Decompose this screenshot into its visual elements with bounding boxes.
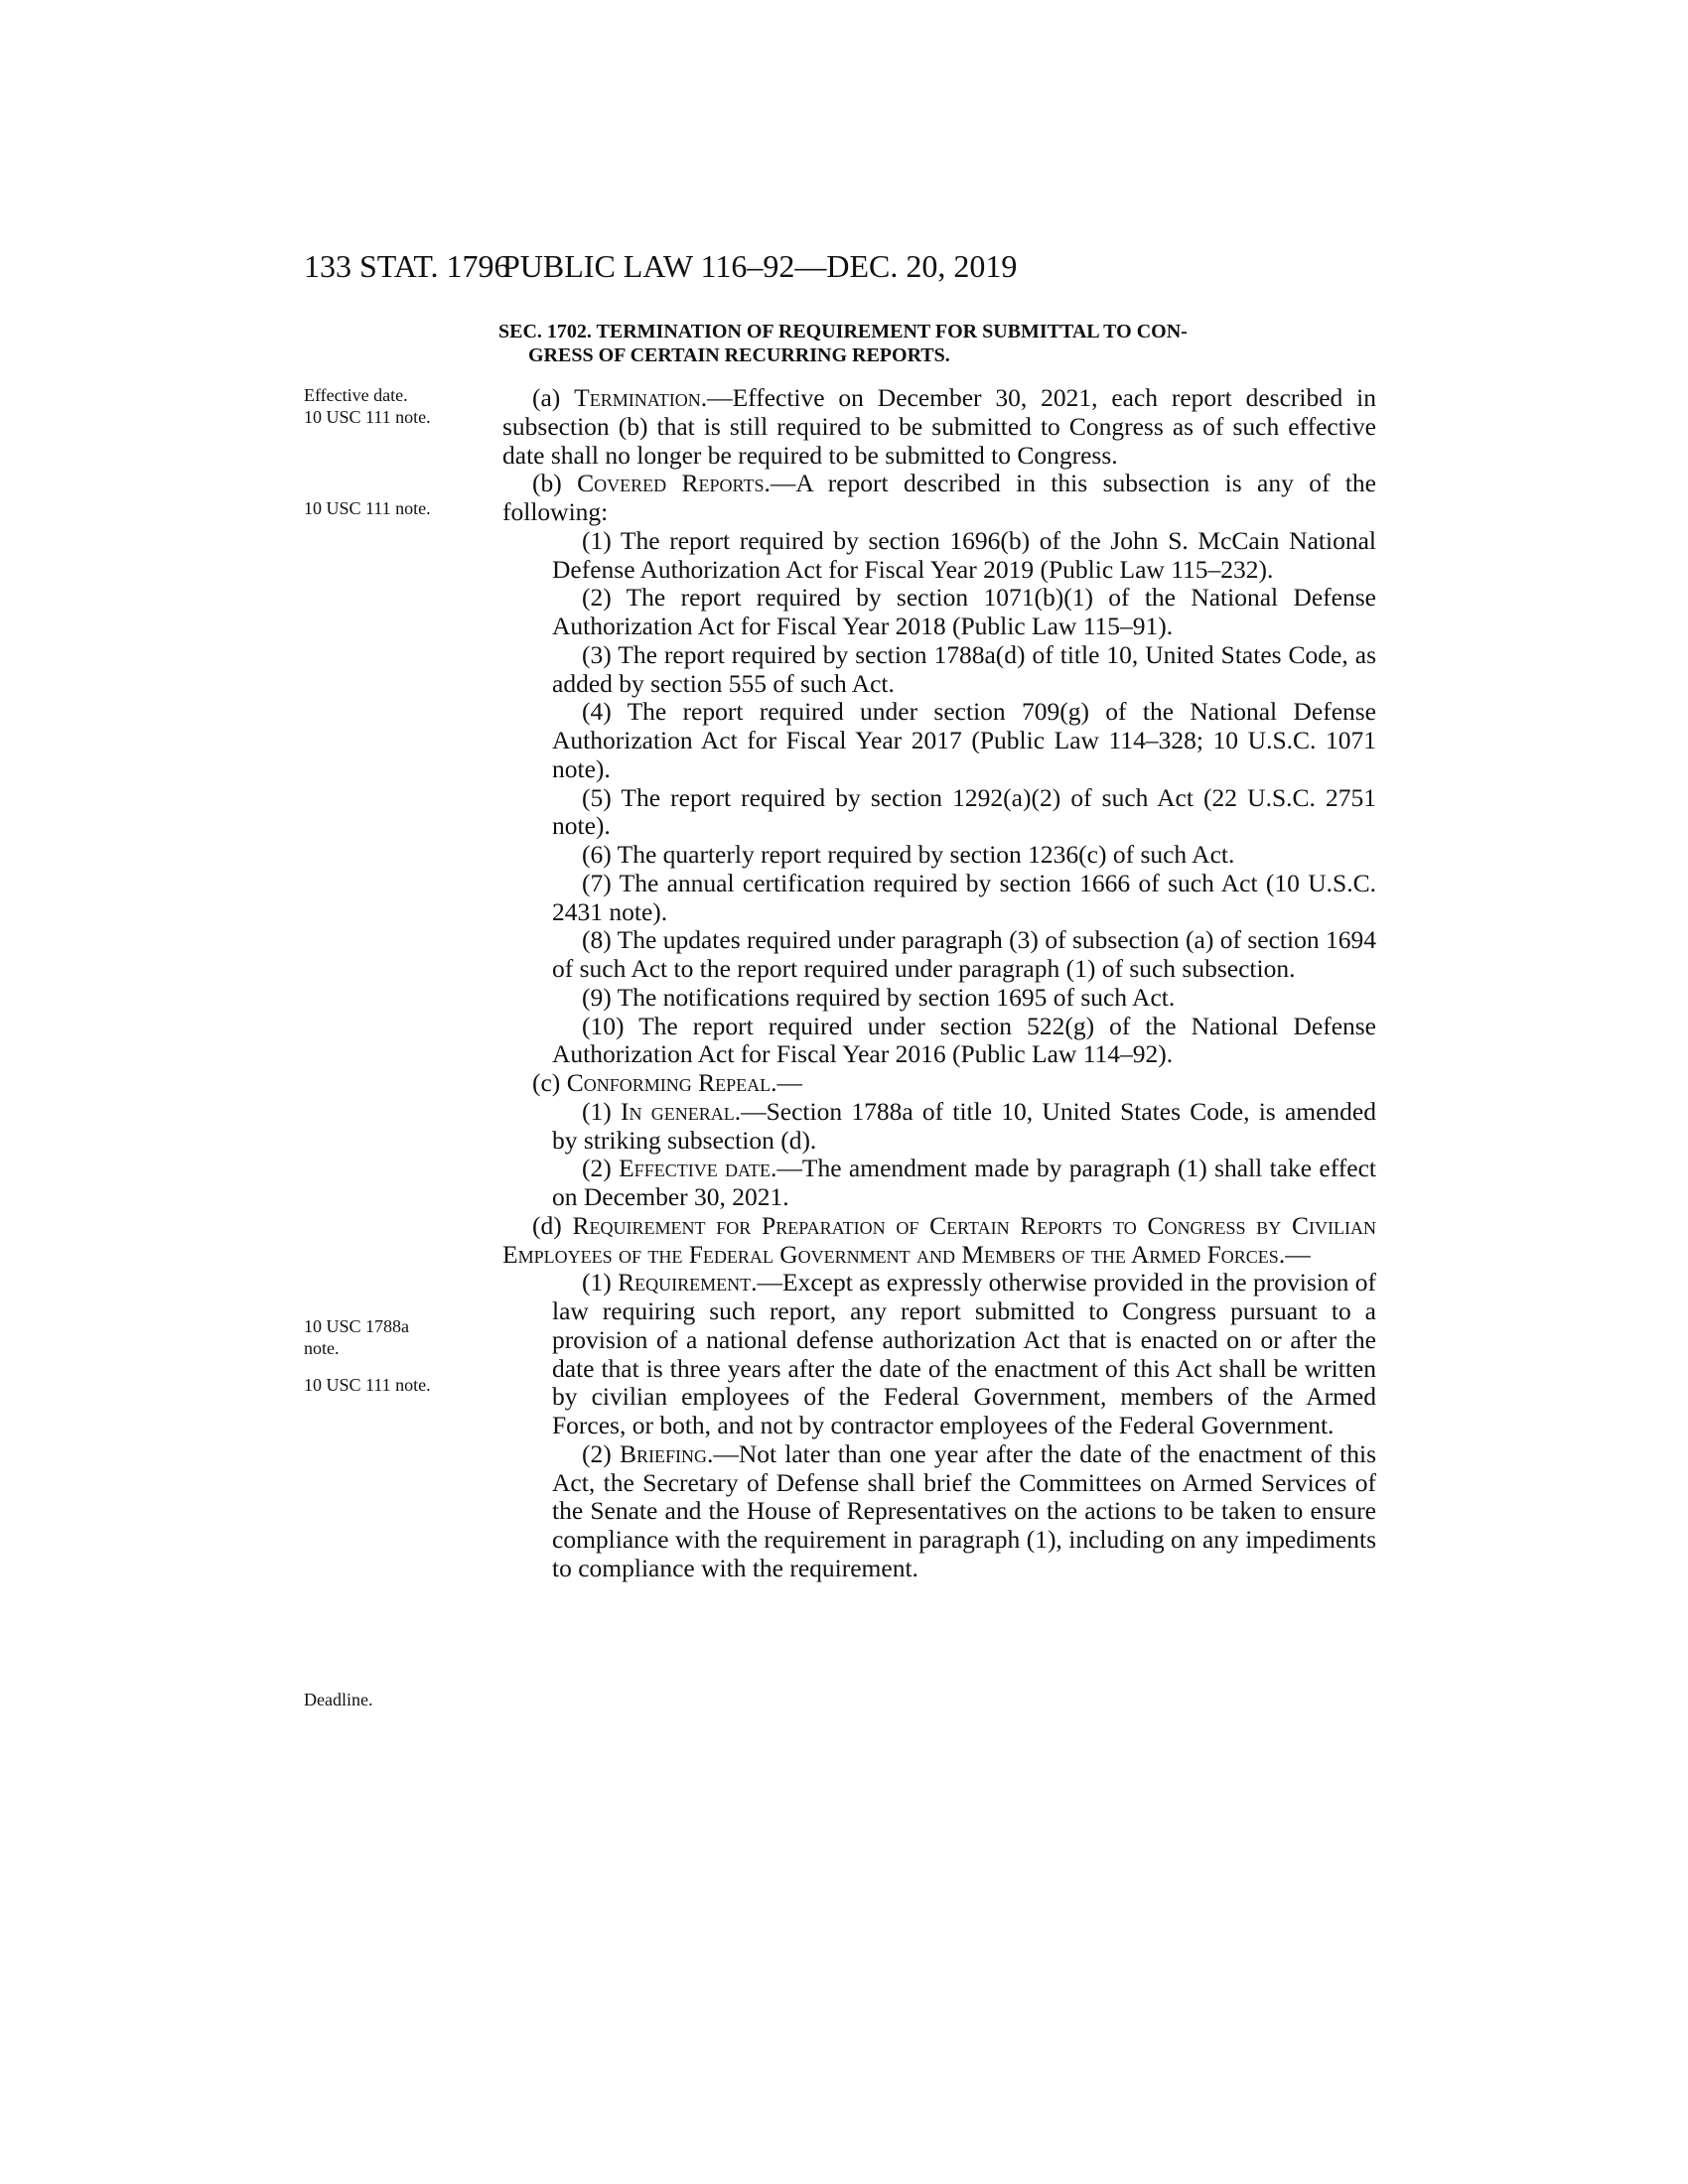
paragraph-item: (1) The report required by section 1696(b) of the John S. McCain National Defense Authorization Act for Fiscal Year 2019 (Public Law 115–232). (552, 525, 1376, 584)
paragraph-item: (1) In general.—Section 1788a of title 10, United States Code, is amended by striking subsection (d). (552, 1096, 1376, 1155)
public-law-title: PUBLIC LAW 116–92—DEC. 20, 2019 (502, 248, 1018, 284)
subsection-heading: Termination (574, 383, 701, 412)
running-head (0, 248, 1688, 288)
margin-note-usc-1788a: 10 USC 1788a (304, 1316, 410, 1336)
paragraph-item: (1) Requirement.—Except as expressly otherwise provided in the provision of law requiring such report, any report submitted to Congress pursuant to a provision of a national defense authorization Act that is enacted on or after the date that is three years after the date of the enactment of this Act shall be written by civilian employees of the Federal Government, members of the Armed Forces, or both, and not by contractor employees of the Federal Government. (552, 1268, 1377, 1439)
margin-note-usc-111: 10 USC 111 note. (304, 498, 431, 518)
margin-note-usc-1788a-note: note. (304, 1338, 340, 1358)
paragraph-item: (5) The report required by section 1292(a)(2) of such Act (22 U.S.C. 2751 note). (552, 782, 1376, 841)
paragraph-item: (2) The report required by section 1071(b)(1) of the National Defense Authorization Act for Fiscal Year 2018 (Public Law 115–91). (552, 583, 1376, 640)
paragraph-heading: Briefing (619, 1438, 707, 1468)
paragraph-item: (8) The updates required under paragraph (3) of subsection (a) of section 1694 of such Act to the report required under paragraph (1) of such subsection. (552, 925, 1376, 983)
subsection-d: (d) Requirement for Preparation of Certain Reports to Congress by Civilian Employees of the Federal Government and Members of the Armed Forces.— (502, 1210, 1377, 1269)
paragraph-item: (7) The annual certification required by section 1666 of such Act (10 U.S.C. 2431 note). (552, 868, 1376, 926)
section-heading (498, 320, 1372, 367)
margin-note-effective-date: Effective date. (304, 385, 408, 405)
paragraph-heading: Effective date (619, 1154, 772, 1183)
subsection-heading: Requirement for Preparation of Certain Reports to Congress by Civilian Employees of the Federal Government and Members of the Armed Forces (502, 1210, 1377, 1269)
subsection-heading: Conforming Repeal (566, 1068, 772, 1097)
paragraph-item: (9) The notifications required by section 1695 of such Act. (582, 982, 1176, 1012)
paragraph-item: (6) The quarterly report required by section 1236(c) of such Act. (582, 840, 1235, 869)
paragraph-item: (3) The report required by section 1788a(d) of title 10, United States Code, as added by section 555 of such Act. (552, 639, 1376, 698)
margin-note-usc-111: 10 USC 111 note. (304, 1375, 431, 1395)
subsection-c: (c) Conforming Repeal.— (532, 1068, 802, 1097)
paragraph-item: (10) The report required under section 522(g) of the National Defense Authorization Act for Fiscal Year 2016 (Public Law 114–92). (552, 1011, 1376, 1069)
section-heading-line-2: GRESS OF CERTAIN RECURRING REPORTS. (528, 344, 950, 366)
stat-page-number: 133 STAT. 1796 (304, 248, 510, 284)
section-heading-line-1: SEC. 1702. TERMINATION OF REQUIREMENT FOR SUBMITTAL TO CON- (498, 321, 1188, 342)
margin-note-deadline: Deadline. (304, 1690, 373, 1709)
section-body (502, 384, 1376, 1583)
subsection-heading: Covered Reports (577, 469, 765, 498)
subsection-b: (b) Covered Reports.—A report described in this subsection is any of the following: (502, 469, 1376, 526)
paragraph-heading: Requirement (618, 1268, 752, 1297)
paragraph-item: (4) The report required under section 709(g) of the National Defense Authorization Act for Fiscal Year 2017 (Public Law 114–328; 10 U.S.C. 1071 note). (552, 697, 1376, 783)
paragraph-heading: In general (620, 1096, 735, 1126)
paragraph-item: (2) Briefing.—Not later than one year after the date of the enactment of this Act, the Secretary of Defense shall brief the Committees on Armed Services of the Senate and the House of Representatives on the actions to be taken to ensure compliance with the requirement in paragraph (1), including on any impediments to compliance with the requirement. (552, 1438, 1376, 1582)
margin-note-usc-111: 10 USC 111 note. (304, 407, 431, 427)
paragraph-item: (2) Effective date.—The amendment made by paragraph (1) shall take effect on December 30, 2021. (552, 1154, 1376, 1211)
subsection-a: (a) Termination.—Effective on December 30, 2021, each report described in subsection (b) that is still required to be submitted to Congress as of such effective date shall no longer be required to be submitted to Congress. (502, 383, 1376, 470)
